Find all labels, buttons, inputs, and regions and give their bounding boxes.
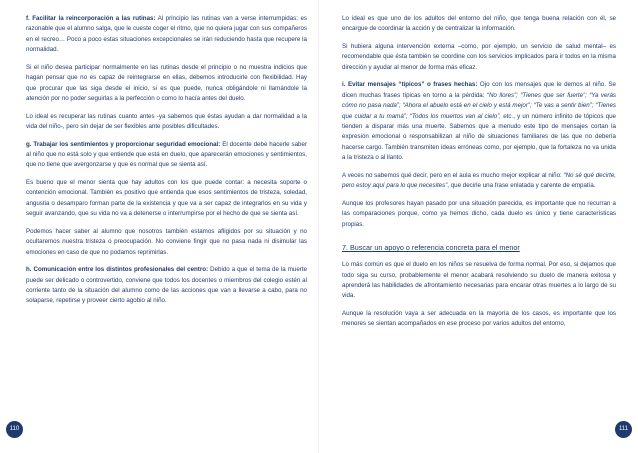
paragraph-routines: f. Facilitar la reincorporación a las rutinas: Al principio las rutinas van a verse interrumpidas: es razonable que el alumno salga, que le cueste coger el ritmo, que no quiera jugar con sus compañeros en el recreo… Poco a poco estas situaciones excepcionales se irán reduciendo hasta que recupere la normalidad. [26,15,307,54]
paragraph-adults-support: Es bueno que el menor sienta que hay adultos con los que puede contar: a necesita soporte o contención emocional. También es positivo que entienda que esos sentimientos de tristeza, soledad, angustia o desamparo forman parte de la existencia y que va a ser capaz de integrarlos en su vida y seguir avanzando, que su vida no va a detenerse o interrumpirse por el hecho de que se sienta así. [26,179,307,218]
paragraph-normal-grief: Lo más común es que el duelo en los niños se resuelva de forma normal. Por eso, si dejamos que todo siga su curso, probablemente el menor acabará resolviendo su duelo de manera exitosa y aprenderá las habilidades de afrontamiento necesarias para encarar otras muertes a lo largo de su vida. [342,261,616,300]
paragraph-coordinator: Lo ideal es que uno de los adultos del entorno del niño, que tenga buena relación con él, se encargue de coordinar la acción y de centralizar la información. [342,15,616,33]
paragraph-typical-messages: i. Evitar mensajes “típicos” o frases hechas: Ojo con los mensajes que le demos al niño. Se dicen muchas frases típicas en torno a la pérdida: “No llores”; “Tienes que ser fuerte”; “Ya verás cómo no pasa nada”; “Ahora el abuelo está en el cielo y está mejor”; “Te vas a sentir bien”; “Tienes que cuidar a tu mamá”; “Todos los muertos van al cielo”, etc., y un número infinito de tópicos que tienden a disparar más una muerte. Sabemos que a menudo este tipo de mensajes cortan la expresión emocional o responsabilizan al niño de situaciones familiares de las que no debería hacerse cargo. También transmiten ideas erróneas como, por ejemplo, que la fortaleza no va unida a la tristeza o al llanto. [342,81,617,162]
page-number-right: 111 [615,421,632,438]
paragraph-communication: h. Comunicación entre los distintos profesionales del centro: Debido a que el tema de la muerte puede ser delicado o controvertido, conviene que todos los docentes o miembros del colegio estén al corriente tanto de la situación del alumno como de las acciones que van a llevarse a cabo, para no solaparse, repetirse y proveer cierto agobio al niño. [26,266,307,305]
paragraph-comparisons: Aunque los profesores hayan pasado por una situación parecida, es importante que no recurran a las comparaciones porque, como ya hemos dicho, cada duelo es único y tiene características propias. [342,199,616,228]
paragraph-teacher-sadness: Podemos hacer saber al alumno que nosotros también estamos afligidos por su situación y no ocultaremos nuestra tristeza o preocupación. No conviene fingir que no pasa nada ni disimular las emociones en caso de que no podamos reprimirlas. [26,227,307,256]
paragraph-what-to-say: A veces no sabemos qué decir, pero en el aula es mucho mejor explicar al niño: “No sé qué decirte, pero estoy aquí para lo que necesites”, que decirle una frase enlatada y carente de empatía. [342,171,617,190]
section-heading: 7. Buscar un apoyo o referencia concreta para el menor [342,243,520,253]
paragraph-flexibility: Si el niño desea participar normalmente en las rutinas desde el principio o no muestra indicios que hagan pensar que no es capaz de reintegrarse en ellas, debemos introducirle con flexibilidad. Hay que procurar que las siga desde el inicio, si es que puede, nunca obligándole ni llamándole la atención por no poder seguirlas a la perfección o como lo hacía antes del duelo. [26,63,307,103]
paragraph-recover-routines: Lo ideal es recuperar las rutinas cuanto antes -ya sabemos que éstas ayudan a dar normalidad a la vida del niño-, pero sin dejar de ser flexibles ante posibles dificultades. [26,112,307,131]
page-number-left: 110 [6,421,23,438]
paragraph-external-intervention: Si hubiera alguna intervención externa –como, por ejemplo, un servicio de salud mental– es recomendable que ésta también se coordine con los servicios implicados para ir todos en la misma dirección y ayudar al menor de forma más eficaz. [342,43,616,71]
paragraph-accompanied: Aunque la resolución vaya a ser adecuada en la mayoría de los casos, es importante que los menores se sientan acompañados en ese proceso por varios adultos del entorno, [342,310,616,328]
paragraph-feelings: g. Trabajar los sentimientos y proporcionar seguridad emocional: El docente debe hacerle saber al niño que no está solo y que entiende que está en duelo, que aparecerán emociones y sentimientos, que no tiene que avergonzarse y que es normal que se sienta así. [26,140,308,169]
right-page [319,0,638,453]
